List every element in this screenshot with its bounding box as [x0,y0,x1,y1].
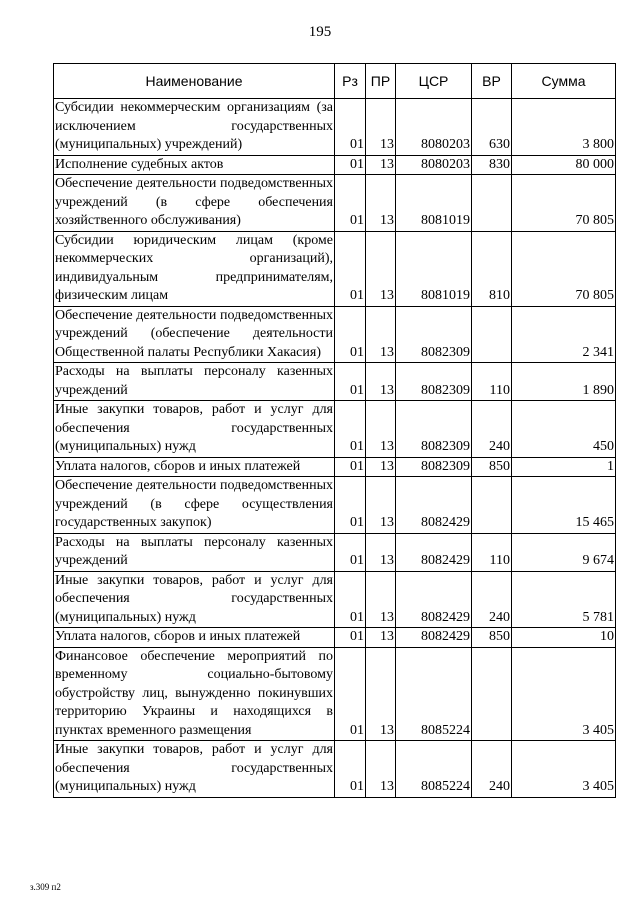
cell-vr [472,647,512,741]
cell-vr: 240 [472,741,512,798]
cell-pr: 13 [366,306,396,363]
table-row [54,647,616,741]
cell-sum: 5 781 [512,571,616,628]
header-vr: ВР [472,64,512,99]
cell-rz: 01 [335,306,366,363]
table-row [54,306,616,363]
cell-name: Иные закупки товаров, работ и услуг для обеспечения государственных (муниципальных) нужд [54,571,335,628]
cell-pr: 13 [366,628,396,648]
table-row [54,401,616,458]
cell-name: Субсидии некоммерческим организациям (за исключением государственных (муниципальных) учреждений) [54,99,335,156]
cell-vr: 240 [472,571,512,628]
cell-name: Исполнение судебных актов [54,155,335,175]
cell-name: Иные закупки товаров, работ и услуг для обеспечения государственных (муниципальных) нужд [54,741,335,798]
cell-rz: 01 [335,457,366,477]
table-row [54,231,616,306]
cell-sum: 70 805 [512,175,616,232]
cell-vr [472,306,512,363]
header-sum: Сумма [512,64,616,99]
page-number: 195 [308,24,332,40]
cell-vr [472,175,512,232]
cell-name: Обеспечение деятельности подведомственных учреждений (в сфере обеспечения хозяйственного обслуживания) [54,175,335,232]
cell-sum: 3 800 [512,99,616,156]
cell-pr: 13 [366,647,396,741]
cell-rz: 01 [335,231,366,306]
header-row [54,64,616,99]
cell-pr: 13 [366,741,396,798]
cell-csr: 8082309 [396,306,472,363]
cell-rz: 01 [335,741,366,798]
cell-rz: 01 [335,401,366,458]
cell-pr: 13 [366,231,396,306]
cell-rz: 01 [335,477,366,534]
footer-code: з.309 п2 [30,882,61,892]
table-row [54,533,616,571]
cell-csr: 8082309 [396,457,472,477]
cell-vr: 830 [472,155,512,175]
table-row [54,175,616,232]
table-header [54,64,616,99]
cell-rz: 01 [335,628,366,648]
cell-sum: 9 674 [512,533,616,571]
cell-vr: 810 [472,231,512,306]
cell-sum: 15 465 [512,477,616,534]
cell-sum: 3 405 [512,647,616,741]
header-pr: ПР [366,64,396,99]
cell-name: Субсидии юридическим лицам (кроме некоммерческих организаций), индивидуальным предпринимателям, физическим лицам [54,231,335,306]
cell-vr: 850 [472,628,512,648]
cell-sum: 2 341 [512,306,616,363]
cell-csr: 8080203 [396,99,472,156]
cell-rz: 01 [335,571,366,628]
cell-rz: 01 [335,533,366,571]
cell-rz: 01 [335,647,366,741]
cell-pr: 13 [366,99,396,156]
cell-csr: 8085224 [396,647,472,741]
table-row [54,571,616,628]
cell-name: Обеспечение деятельности подведомственных учреждений (в сфере осуществления государственных закупок) [54,477,335,534]
cell-csr: 8082309 [396,363,472,401]
cell-csr: 8080203 [396,155,472,175]
cell-pr: 13 [366,571,396,628]
cell-rz: 01 [335,363,366,401]
header-csr: ЦСР [396,64,472,99]
table-row [54,628,616,648]
cell-vr: 630 [472,99,512,156]
cell-sum: 70 805 [512,231,616,306]
cell-vr: 240 [472,401,512,458]
cell-name: Обеспечение деятельности подведомственных учреждений (обеспечение деятельности Общественной палаты Республики Хакасия) [54,306,335,363]
table-row [54,363,616,401]
cell-csr: 8081019 [396,175,472,232]
cell-vr: 850 [472,457,512,477]
cell-csr: 8082429 [396,477,472,534]
cell-csr: 8082309 [396,401,472,458]
header-rz: Рз [335,64,366,99]
table-row [54,155,616,175]
cell-sum: 450 [512,401,616,458]
table-row [54,741,616,798]
cell-name: Иные закупки товаров, работ и услуг для обеспечения государственных (муниципальных) нужд [54,401,335,458]
cell-pr: 13 [366,533,396,571]
cell-name: Уплата налогов, сборов и иных платежей [54,628,335,648]
cell-csr: 8081019 [396,231,472,306]
cell-csr: 8082429 [396,628,472,648]
cell-vr: 110 [472,533,512,571]
cell-sum: 80 000 [512,155,616,175]
cell-pr: 13 [366,401,396,458]
cell-rz: 01 [335,99,366,156]
cell-rz: 01 [335,175,366,232]
table-row [54,457,616,477]
cell-name: Расходы на выплаты персоналу казенных учреждений [54,363,335,401]
cell-name: Финансовое обеспечение мероприятий по временному социально-бытовому обустройству лиц, вынужденно покинувших территорию Украины и находящихся в пунктах временного размещения [54,647,335,741]
cell-pr: 13 [366,363,396,401]
cell-rz: 01 [335,155,366,175]
cell-csr: 8082429 [396,533,472,571]
cell-sum: 3 405 [512,741,616,798]
table-row [54,477,616,534]
table-row [54,99,616,156]
cell-pr: 13 [366,477,396,534]
header-name: Наименование [54,64,335,99]
cell-sum: 10 [512,628,616,648]
cell-sum: 1 890 [512,363,616,401]
table-body [54,99,616,798]
cell-vr: 110 [472,363,512,401]
cell-sum: 1 [512,457,616,477]
cell-vr [472,477,512,534]
budget-table [53,63,616,798]
cell-pr: 13 [366,155,396,175]
cell-pr: 13 [366,457,396,477]
cell-name: Уплата налогов, сборов и иных платежей [54,457,335,477]
cell-name: Расходы на выплаты персоналу казенных учреждений [54,533,335,571]
cell-csr: 8082429 [396,571,472,628]
cell-pr: 13 [366,175,396,232]
cell-csr: 8085224 [396,741,472,798]
